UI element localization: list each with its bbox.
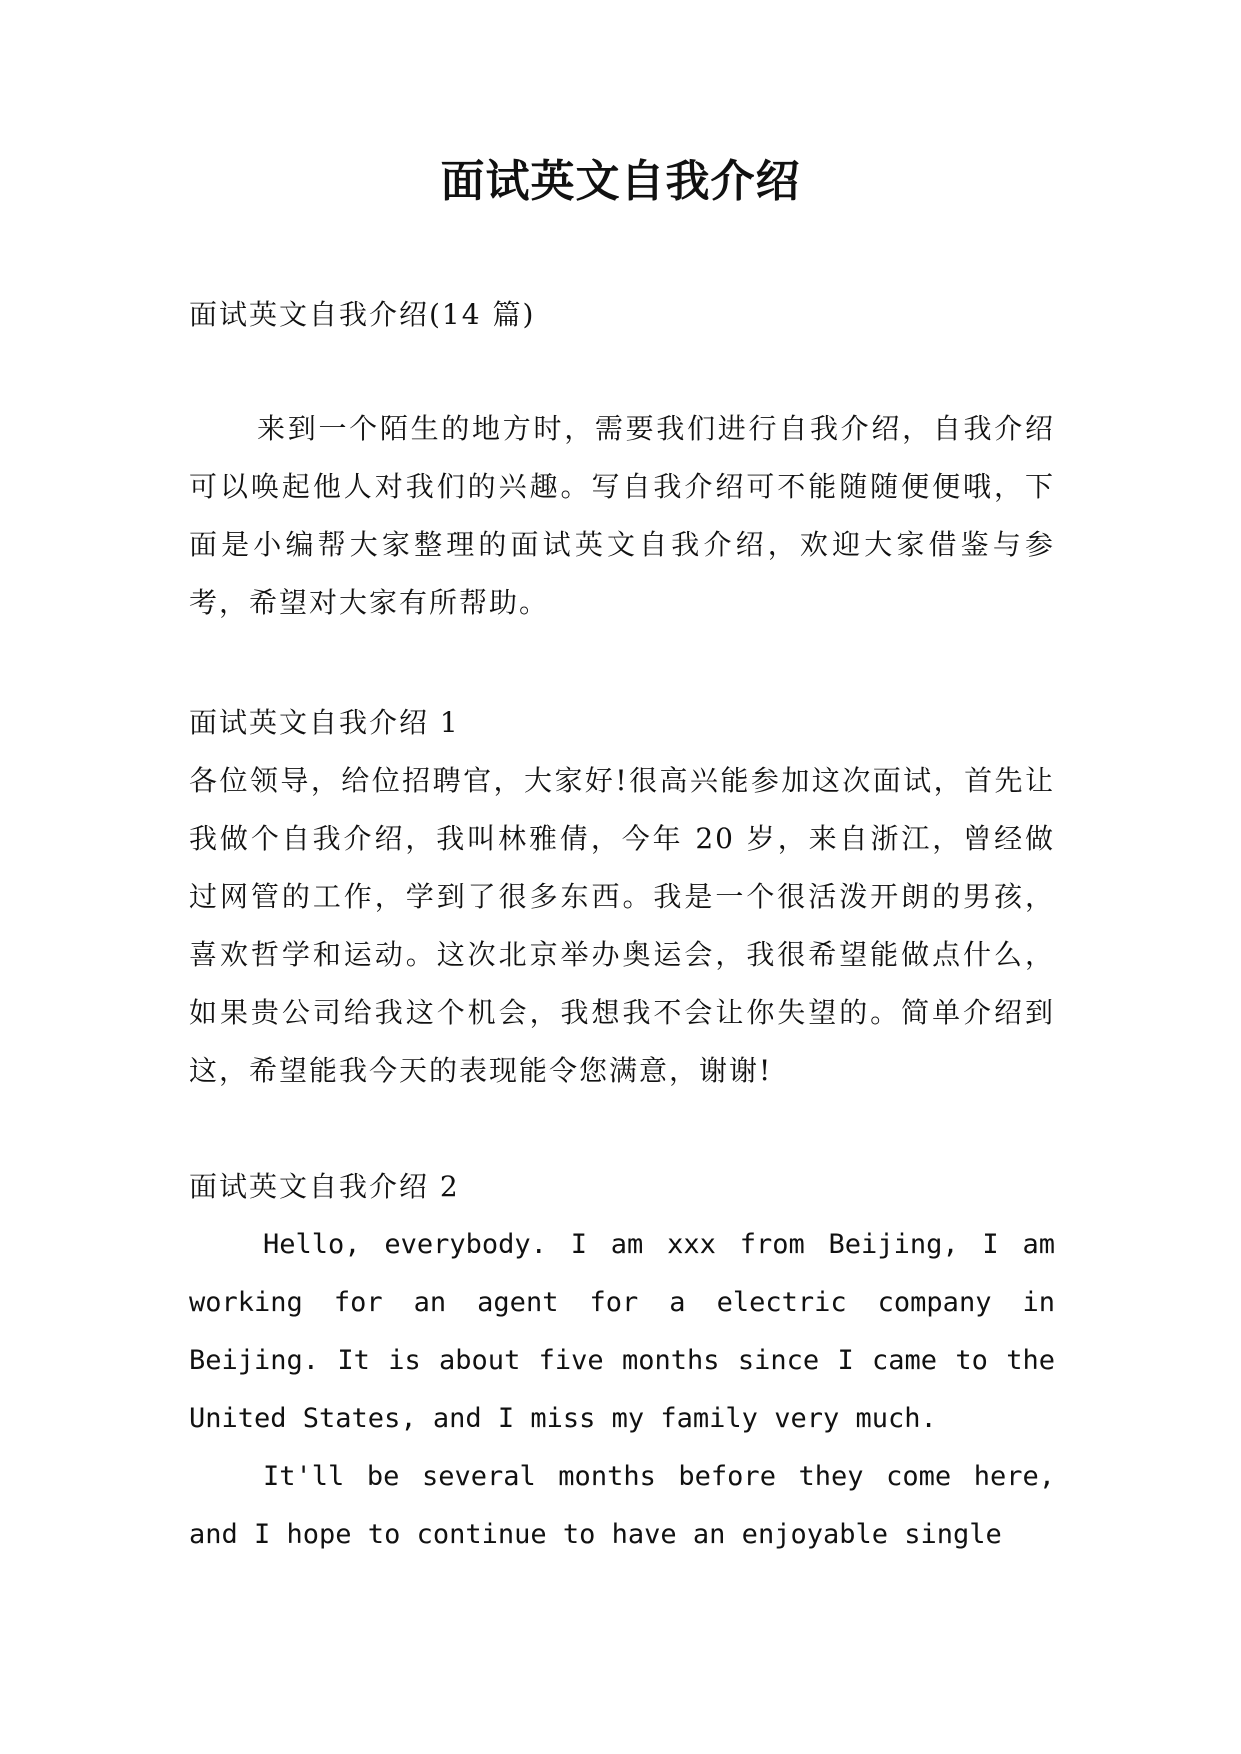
document-subtitle: 面试英文自我介绍(14 篇) <box>189 298 536 331</box>
document-title: 面试英文自我介绍 <box>440 156 801 207</box>
section-1-paragraph: 各位领导，给位招聘官，大家好!很高兴能参加这次面试，首先让我做个自我介绍，我叫林雅倩，今年 20 岁，来自浙江，曾经做过网管的工作，学到了很多东西。我是一个很活泼开朗的男孩，喜欢哲学和运动。这次北京举办奥运会，我很希望能做点什么，如果贵公司给我这个机会，我想我不会让你失望的。简单介绍到这，希望能我今天的表现能令您满意，谢谢! <box>189 764 1055 1087</box>
section-heading-2: 面试英文自我介绍 2 <box>189 1170 460 1203</box>
section-heading-1: 面试英文自我介绍 1 <box>189 706 460 739</box>
section-2-paragraph-2: It'll be several months before they come here, and I hope to continue to have an enjoyable single <box>189 1461 1055 1550</box>
intro-paragraph: 来到一个陌生的地方时，需要我们进行自我介绍，自我介绍可以唤起他人对我们的兴趣。写自我介绍可不能随随便便哦，下面是小编帮大家整理的面试英文自我介绍，欢迎大家借鉴与参考，希望对大家有所帮助。 <box>189 412 1055 619</box>
section-2-paragraph-1: Hello, everybody. I am xxx from Beijing, I am working for an agent for a electric company in Beijing. It is about five months since I came to the United States, and I miss my family very much. <box>189 1229 1055 1434</box>
